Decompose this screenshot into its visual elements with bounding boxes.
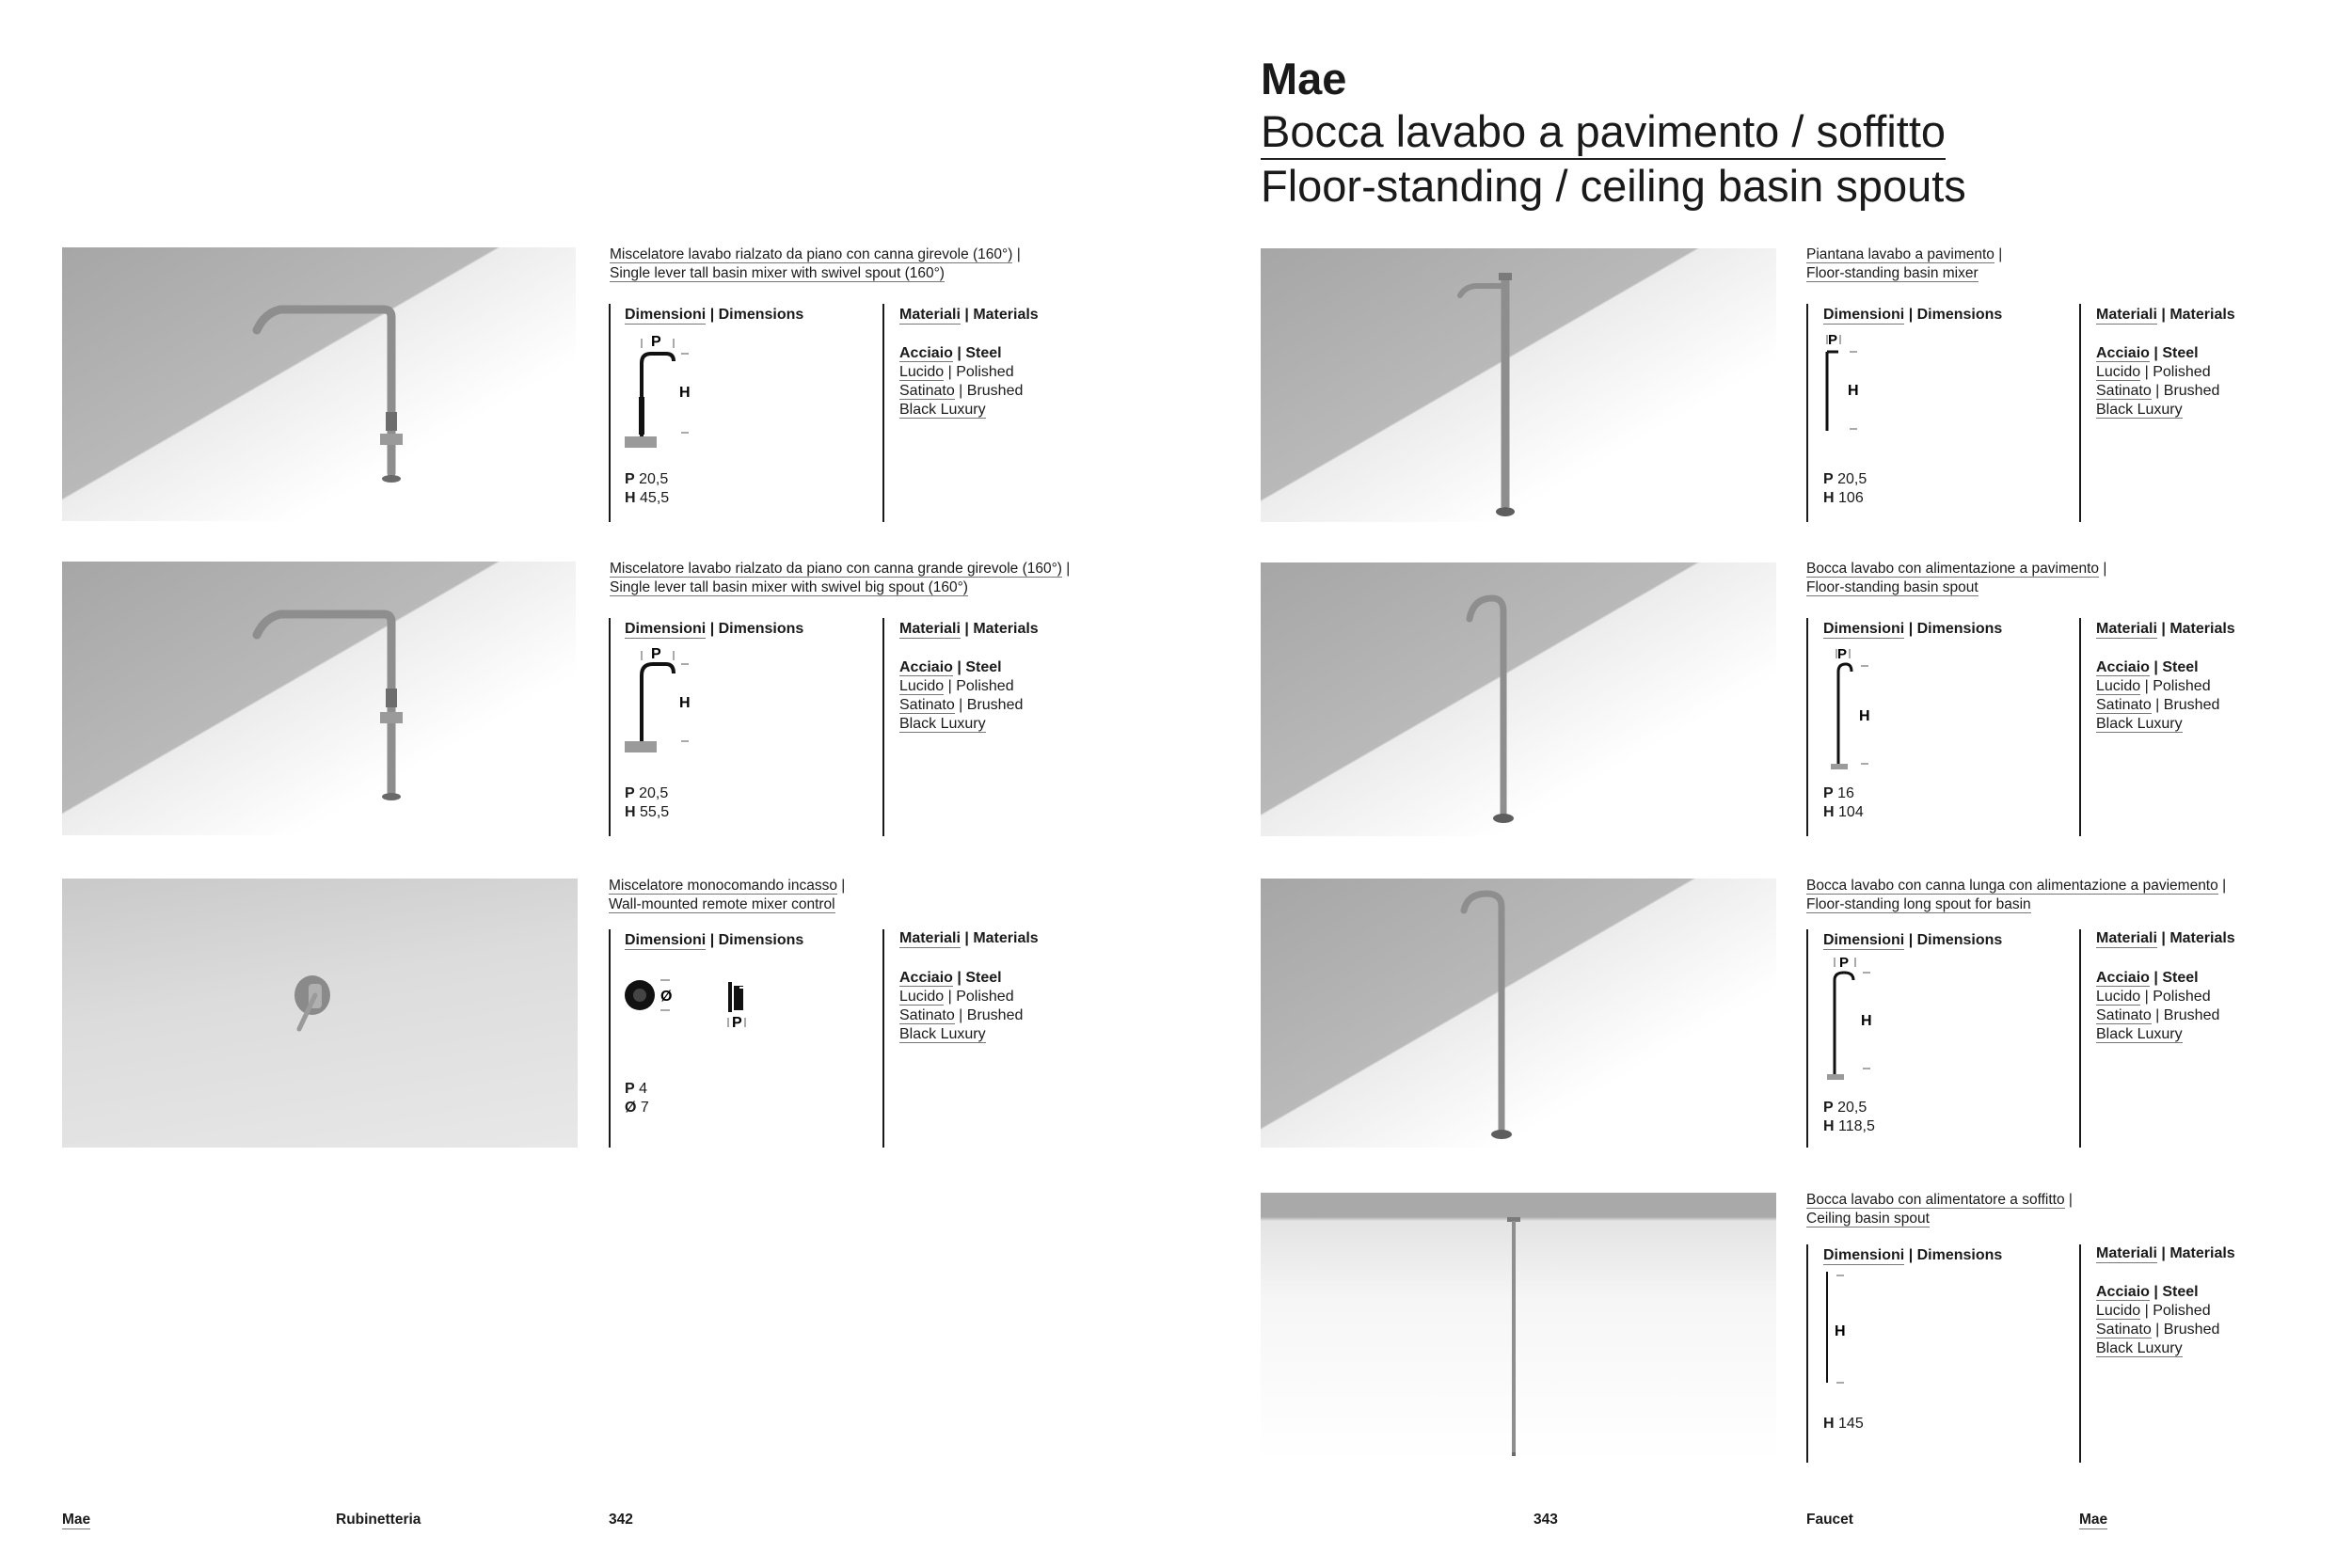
dimension-values: P 20,5 H 55,5 [625, 785, 670, 820]
dimension-values: P 20,5 H 106 [1823, 471, 1867, 506]
dimensions-heading: Dimensioni | Dimensions [625, 621, 804, 637]
dimension-diagram [1821, 329, 1897, 447]
column-divider [1806, 618, 1808, 836]
product-description: Miscelatore lavabo rialzato da piano con canna grande girevole (160°) | Single lever tall basin mixer with swivel big spout (160°) [610, 561, 1071, 595]
product-photo-tall-mixer [62, 247, 576, 521]
product-photo-floor-spout [1261, 562, 1776, 836]
materials-list: Acciaio | Steel Lucido | Polished Satinato | Brushed Black Luxury [2096, 659, 2220, 732]
dimension-values: P 4 Ø 7 [625, 1081, 649, 1116]
footer-section-right: Faucet [1806, 1512, 1853, 1528]
collection-title: Mae [1261, 54, 1347, 103]
materials-heading: Materiali | Materials [2096, 621, 2235, 637]
materials-heading: Materiali | Materials [899, 621, 1039, 637]
dimensions-heading: Dimensioni | Dimensions [1823, 932, 2003, 948]
materials-list: Acciaio | Steel Lucido | Polished Satinato | Brushed Black Luxury [899, 970, 1024, 1042]
column-divider [1806, 304, 1808, 522]
long-floor-spout-illustration [1261, 879, 1776, 1148]
svg-text:P: P [1839, 955, 1850, 971]
product-photo-remote-mixer [62, 879, 578, 1148]
footer-brand-right: Mae [2079, 1512, 2108, 1528]
column-divider [2079, 1244, 2081, 1463]
ceiling-spout-illustration [1261, 1193, 1776, 1462]
page-number-right: 343 [1534, 1512, 1558, 1528]
dimension-diagram [623, 969, 755, 1039]
product-description: Bocca lavabo con alimentatore a soffitto | Ceiling basin spout [1806, 1192, 2073, 1227]
product-photo-long-floor-spout [1261, 879, 1776, 1148]
dimensions-heading: Dimensioni | Dimensions [1823, 1247, 2003, 1263]
materials-heading: Materiali | Materials [899, 930, 1039, 946]
dimension-values: H 145 [1823, 1416, 1864, 1432]
page-number-left: 342 [609, 1512, 633, 1528]
dimension-diagram [1821, 643, 1897, 780]
column-divider [609, 929, 611, 1148]
materials-heading: Materiali | Materials [899, 307, 1039, 323]
product-photo-tall-mixer-big-spout [62, 562, 576, 835]
column-divider [1806, 1244, 1808, 1463]
floor-spout-illustration [1261, 562, 1776, 836]
tall-mixer-big-spout-illustration [62, 562, 576, 835]
dimensions-heading: Dimensioni | Dimensions [1823, 621, 2003, 637]
svg-text:P: P [1837, 646, 1848, 662]
floor-mixer-illustration [1261, 248, 1776, 522]
dimension-values: P 20,5 H 45,5 [625, 471, 670, 506]
dimension-values: P 16 H 104 [1823, 785, 1864, 820]
column-divider [882, 929, 884, 1148]
page-title-italian: Bocca lavabo a pavimento / soffitto [1261, 105, 1946, 158]
column-divider [2079, 304, 2081, 522]
materials-list: Acciaio | Steel Lucido | Polished Satinato | Brushed Black Luxury [899, 345, 1024, 418]
product-description: Piantana lavabo a pavimento | Floor-standing basin mixer [1806, 246, 2003, 281]
column-divider [2079, 618, 2081, 836]
dimension-values: P 20,5 H 118,5 [1823, 1100, 1875, 1134]
svg-text:H: H [1835, 1323, 1846, 1339]
svg-text:H: H [679, 695, 691, 711]
dimensions-heading: Dimensioni | Dimensions [1823, 307, 2003, 323]
dimensions-heading: Dimensioni | Dimensions [625, 307, 804, 323]
svg-text:H: H [1861, 1013, 1872, 1029]
product-description: Bocca lavabo con canna lunga con alimentazione a paviemento | Floor-standing long spout for basin [1806, 878, 2227, 912]
tall-mixer-illustration [62, 247, 576, 521]
remote-mixer-illustration [62, 879, 578, 1148]
diagram-p-label: P [651, 334, 661, 350]
column-divider [609, 304, 611, 522]
product-photo-ceiling-spout [1261, 1193, 1776, 1462]
svg-text:Ø: Ø [660, 989, 673, 1005]
svg-text:H: H [1848, 383, 1859, 399]
dimensions-heading: Dimensioni | Dimensions [625, 932, 804, 948]
svg-text:H: H [1859, 708, 1870, 724]
column-divider [1806, 929, 1808, 1148]
footer-section-left: Rubinetteria [336, 1512, 421, 1528]
product-description: Bocca lavabo con alimentazione a pavimento | Floor-standing basin spout [1806, 561, 2107, 595]
materials-list: Acciaio | Steel Lucido | Polished Satinato | Brushed Black Luxury [899, 659, 1024, 732]
materials-list: Acciaio | Steel Lucido | Polished Satinato | Brushed Black Luxury [2096, 970, 2220, 1042]
svg-text:P: P [1828, 332, 1838, 348]
product-photo-floor-mixer [1261, 248, 1776, 522]
dimension-diagram [623, 331, 717, 458]
materials-heading: Materiali | Materials [2096, 930, 2235, 946]
svg-text:P: P [732, 1015, 742, 1031]
svg-text:P: P [651, 646, 661, 662]
product-description: Miscelatore monocomando incasso | Wall-mounted remote mixer control [609, 878, 846, 912]
dimension-diagram [1821, 1268, 1897, 1395]
page-title-english: Floor-standing / ceiling basin spouts [1261, 161, 1966, 211]
column-divider [2079, 929, 2081, 1148]
materials-heading: Materiali | Materials [2096, 307, 2235, 323]
materials-list: Acciaio | Steel Lucido | Polished Satinato | Brushed Black Luxury [2096, 1284, 2220, 1356]
materials-list: Acciaio | Steel Lucido | Polished Satinato | Brushed Black Luxury [2096, 345, 2220, 418]
column-divider [882, 618, 884, 836]
materials-heading: Materiali | Materials [2096, 1245, 2235, 1261]
column-divider [882, 304, 884, 522]
dimension-diagram [1821, 952, 1897, 1088]
footer-brand-left: Mae [62, 1512, 91, 1528]
column-divider [609, 618, 611, 836]
dimension-diagram [623, 643, 717, 761]
diagram-h-label: H [679, 385, 691, 401]
product-description: Miscelatore lavabo rialzato da piano con canna girevole (160°) | Single lever tall basin mixer with swivel spout (160°) [610, 246, 1021, 281]
